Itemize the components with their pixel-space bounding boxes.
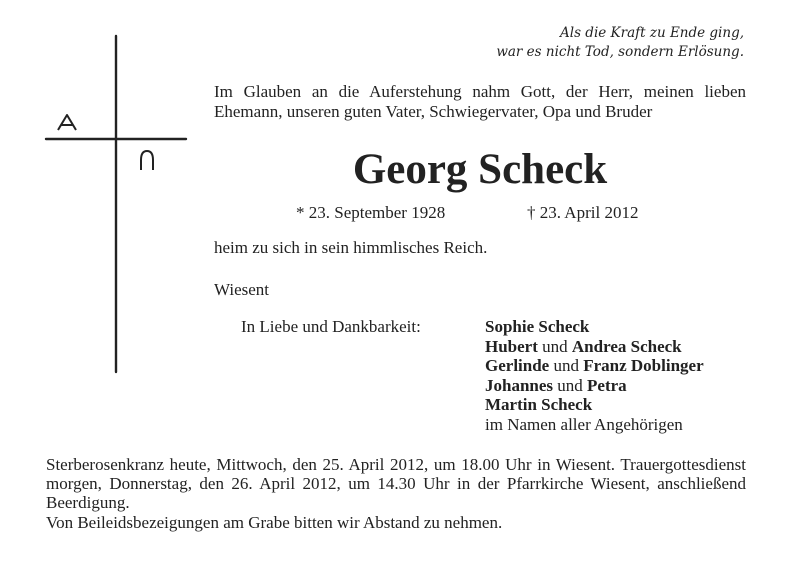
relatives-note: im Namen aller Angehörigen — [485, 414, 683, 434]
motto-line-2: war es nicht Tod, sondern Erlösung. — [496, 44, 744, 60]
mourner-entry: Johannes und Petra — [485, 375, 627, 395]
home-text: heim zu sich in sein himmlisches Reich. — [214, 238, 488, 257]
service-info: Sterberosenkranz heute, Mittwoch, den 25. April 2012, um 18.00 Uhr in Wiesent. Trauergottesdienst morgen, Donnerstag, den 26. April 2012, um 14.30 Uhr in der Pfarrkirche Wiesent, anschließend Beerdigung. — [46, 455, 746, 512]
mourner-entry: Gerlinde und Franz Doblinger — [485, 356, 704, 375]
place-name: Wiesent — [214, 280, 270, 299]
cross-icon — [0, 0, 200, 380]
mourner-entry: Sophie Scheck — [485, 317, 590, 336]
motto-line-1: Als die Kraft zu Ende ging, — [560, 25, 744, 41]
alpha-icon — [58, 115, 76, 130]
mourner-list — [485, 317, 704, 434]
intro-text: Im Glauben an die Auferstehung nahm Gott, der Herr, meinen lieben Ehemann, unseren guten Vater, Schwiegervater, Opa und Bruder — [214, 82, 746, 121]
omega-icon — [141, 151, 153, 170]
mourner-entry: Martin Scheck — [485, 395, 593, 414]
death-date: † 23. April 2012 — [527, 203, 639, 222]
condolence-note: Von Beileidsbezeigungen am Grabe bitten wir Abstand zu nehmen. — [46, 513, 503, 532]
deceased-name: Georg Scheck — [352, 146, 608, 193]
mourner-entry: Hubert und Andrea Scheck — [485, 336, 682, 356]
thanks-label: In Liebe und Dankbarkeit: — [241, 317, 421, 336]
birth-date: * 23. September 1928 — [296, 203, 446, 222]
